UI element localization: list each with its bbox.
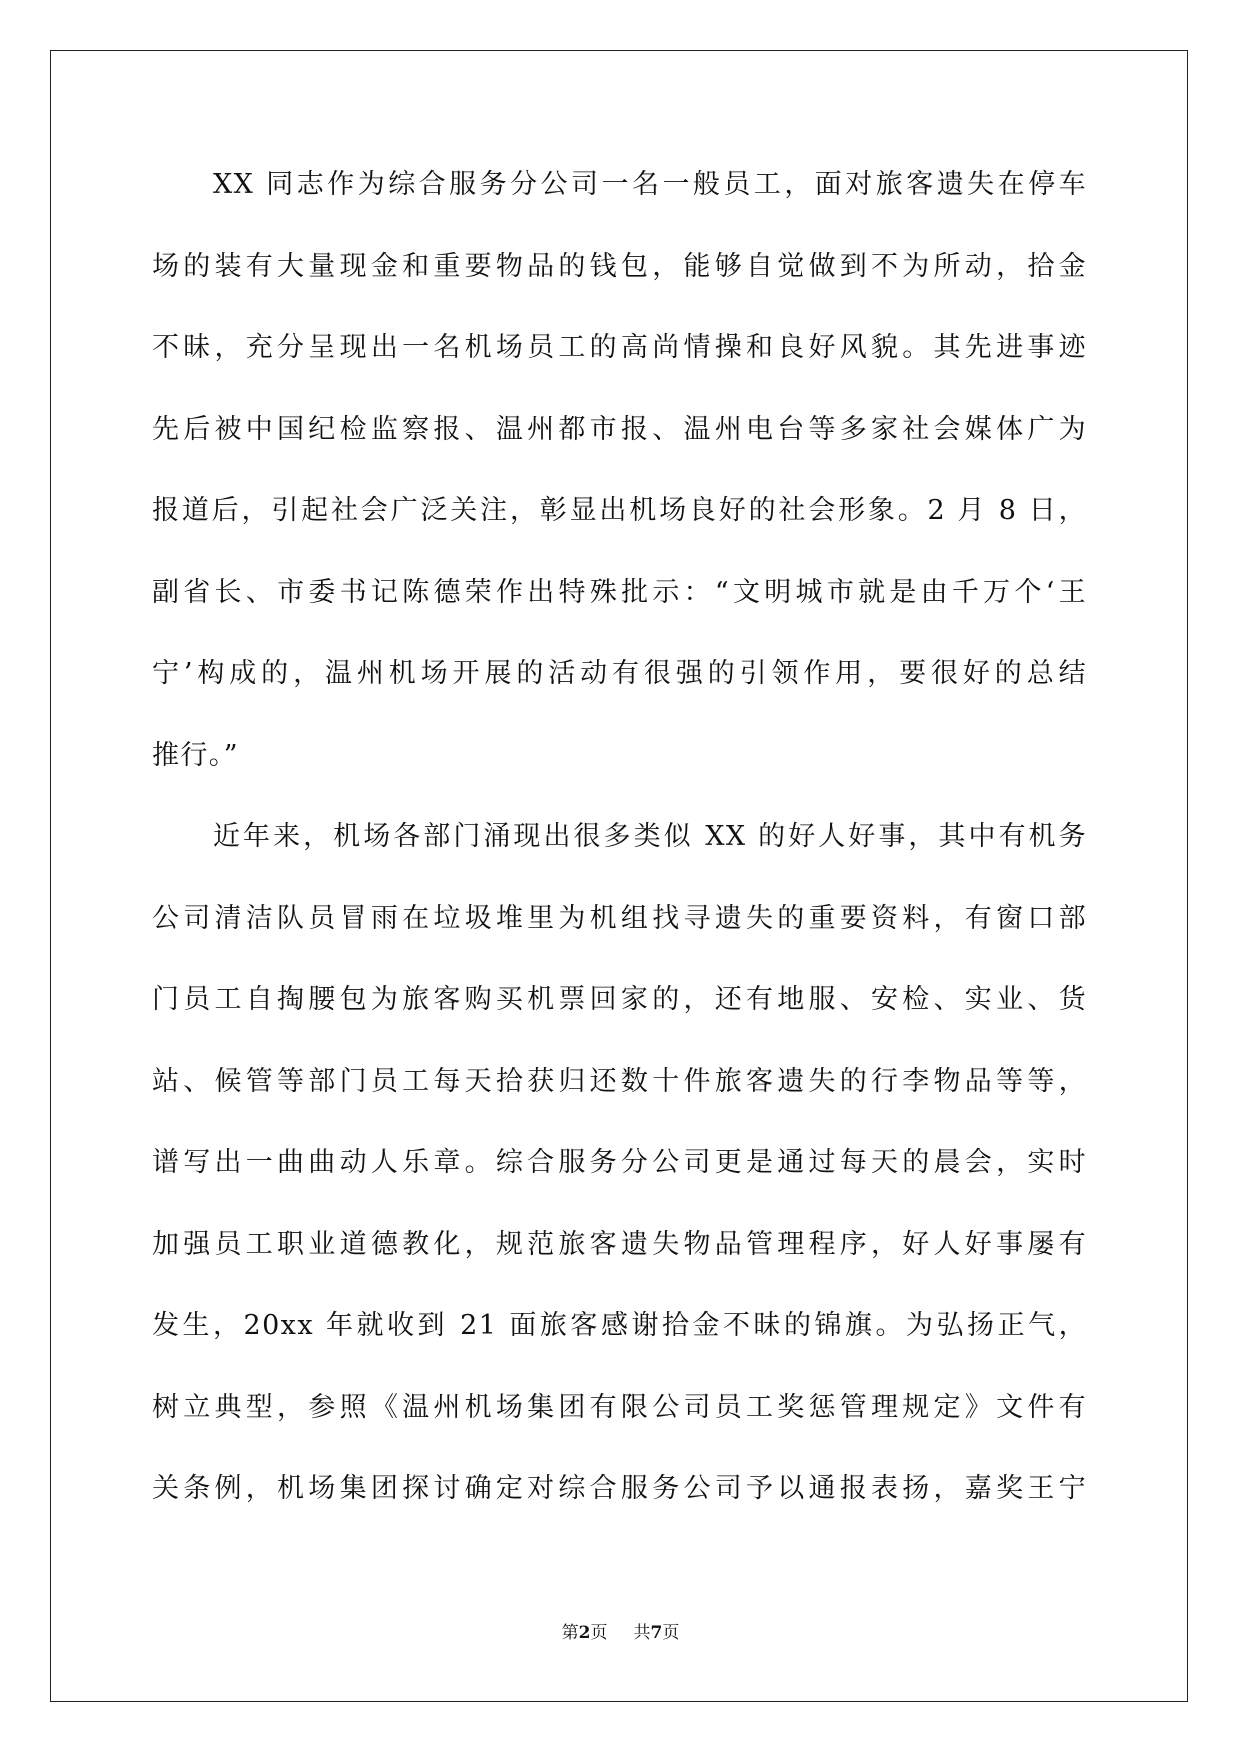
- paragraph-1-line-7: 宁’构成的，温州机场开展的活动有很强的引领作用，要很好的总结: [152, 658, 1087, 689]
- paragraph-1-line-6: 副省长、市委书记陈德荣作出特殊批示：“文明城市就是由千万个‘王: [152, 576, 1087, 608]
- paragraph-1-line-8: 推行。”: [152, 739, 239, 771]
- total-prefix: 共: [633, 1623, 651, 1643]
- paragraph-2-line-5: 谱写出一曲曲动人乐章。综合服务分公司更是通过每天的晨会，实时: [152, 1147, 1087, 1178]
- paragraph-2-line-7: 发生，20xx 年就收到 21 面旅客感谢拾金不昧的锦旗。为弘扬正气，: [152, 1310, 1087, 1341]
- paragraph-1-line-2: 场的装有大量现金和重要物品的钱包，能够自觉做到不为所动，拾金: [152, 250, 1087, 282]
- paragraph-2-line-6: 加强员工职业道德教化，规范旅客遗失物品管理程序，好人好事屡有: [152, 1228, 1087, 1260]
- current-page-number: 2: [578, 1623, 591, 1643]
- page-prefix: 第: [561, 1623, 579, 1643]
- paragraph-2-line-8: 树立典型，参照《温州机场集团有限公司员工奖惩管理规定》文件有: [152, 1391, 1087, 1423]
- paragraph-1-line-5: 报道后，引起社会广泛关注，彰显出机场良好的社会形象。2 月 8 日，: [152, 495, 1087, 526]
- page-footer: [0, 1618, 1241, 1643]
- paragraph-2-line-2: 公司清洁队员冒雨在垃圾堆里为机组找寻遗失的重要资料，有窗口部: [152, 902, 1087, 934]
- page-suffix: 页: [590, 1623, 608, 1643]
- document-body: [152, 160, 1087, 1546]
- total-page-count: 7: [650, 1623, 663, 1643]
- paragraph-1-line-3: 不昧，充分呈现出一名机场员工的高尚情操和良好风貌。其先进事迹: [152, 332, 1087, 363]
- paragraph-2-line-1: 近年来，机场各部门涌现出很多类似 XX 的好人好事，其中有机务: [213, 821, 1087, 852]
- paragraph-1-line-1: XX 同志作为综合服务分公司一名一般员工，面对旅客遗失在停车: [213, 169, 1087, 200]
- paragraph-2-line-9: 关条例，机场集团探讨确定对综合服务公司予以通报表扬，嘉奖王宁: [152, 1473, 1087, 1504]
- paragraph-2-line-4: 站、候管等部门员工每天拾获归还数十件旅客遗失的行李物品等等，: [152, 1065, 1087, 1097]
- total-suffix: 页: [662, 1623, 680, 1643]
- paragraph-1-line-4: 先后被中国纪检监察报、温州都市报、温州电台等多家社会媒体广为: [152, 413, 1087, 445]
- paragraph-2-line-3: 门员工自掏腰包为旅客购买机票回家的，还有地服、安检、实业、货: [152, 984, 1087, 1015]
